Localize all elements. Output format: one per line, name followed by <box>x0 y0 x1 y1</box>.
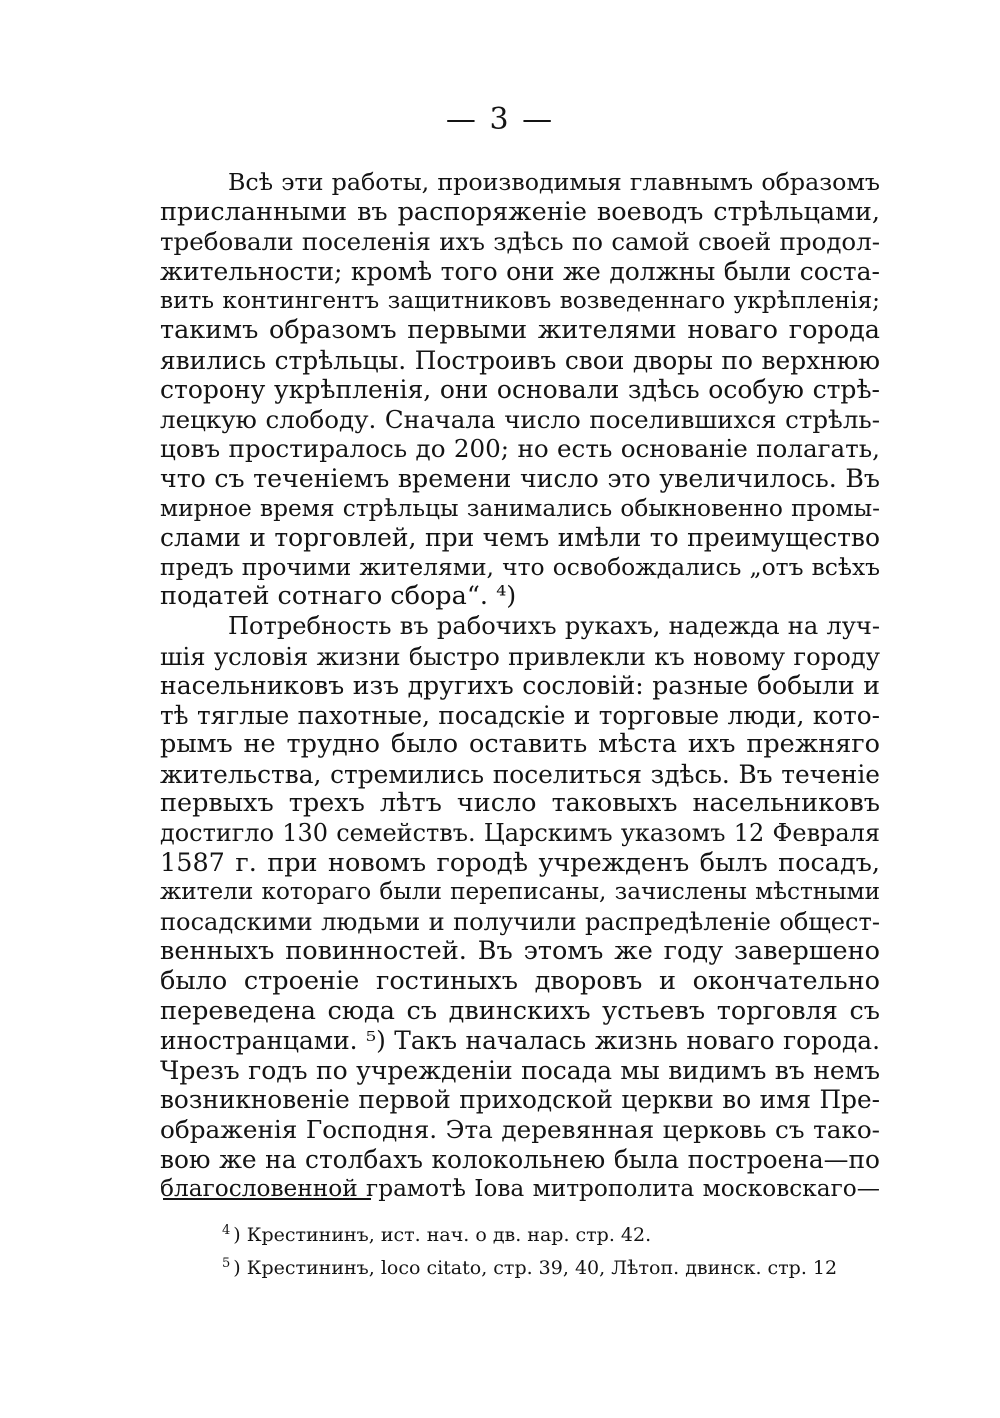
text-line: шія условія жизни быстро привлекли къ новому городу <box>160 641 880 671</box>
text-line: насельниковъ изъ другихъ сословій: разные бобыли и <box>160 671 880 701</box>
text-line: было строеніе гостиныхъ дворовъ и окончательно <box>160 966 880 997</box>
text-line: податей сотнаго сбора“. ⁴) <box>160 581 517 612</box>
text-line: Чрезъ годъ по учрежденіи посада мы видимъ въ немъ <box>160 1055 880 1085</box>
text-line: первыхъ трехъ лѣтъ число таковыхъ насельниковъ <box>160 788 880 819</box>
page-number: — 3 — <box>445 102 555 137</box>
footnote-divider <box>163 1198 371 1200</box>
text-line: такимъ образомъ первыми жителями новаго города <box>160 314 880 345</box>
text-line: венныхъ повинностей. Въ этомъ же году завершено <box>160 936 880 967</box>
text-line: присланными въ распоряженіе воеводъ стрѣльцами, <box>160 196 880 227</box>
text-line: предъ прочими жителями, что освобождались „отъ всѣхъ <box>160 552 880 581</box>
text-line: благословенной грамотѣ Іова митрополита московскаго— <box>160 1175 880 1203</box>
text-line: слами и торговлей, при чемъ имѣли то преимущество <box>160 523 880 553</box>
text-line: вить контингентъ защитниковъ возведеннаго укрѣпленія; <box>160 287 880 315</box>
text-line: вою же на столбахъ колокольнею была построена—по <box>160 1144 880 1174</box>
footnote-mark: 4 <box>222 1223 231 1238</box>
text-line: жители котораго были переписаны, зачислены мѣстными <box>160 879 880 906</box>
text-line: ображенія Господня. Эта деревянная церковь съ тако- <box>160 1115 880 1144</box>
footnote-text: ) Крестининъ, ист. нач. о дв. нар. стр. 42. <box>233 1224 652 1246</box>
text-line: жительства, стремились поселиться здѣсь. Въ теченіе <box>160 759 880 789</box>
text-line: Всѣ эти работы, производимыя главнымъ образомъ <box>228 168 880 196</box>
footnotes <box>222 1214 882 1280</box>
text-line: возникновеніе первой приходской церкви во имя Пре- <box>160 1085 880 1115</box>
text-line: сторону укрѣпленія, они основали здѣсь особую стрѣ- <box>160 375 880 405</box>
text-line: достигло 130 семействъ. Царскимъ указомъ 12 Февраля <box>160 819 880 848</box>
footnote-mark: 5 <box>222 1256 231 1271</box>
text-line: посадскими людьми и получили распредѣленіе общест- <box>160 907 880 936</box>
text-line: Потребность въ рабочихъ рукахъ, надежда на луч- <box>228 611 880 640</box>
footnote-text: ) Крестининъ, loco citato, стр. 39, 40, Лѣтоп. двинск. стр. 12 <box>233 1257 838 1279</box>
text-line: переведена сюда съ двинскихъ устьевъ торговля съ <box>160 995 880 1026</box>
text-line: что съ теченіемъ времени число это увеличилось. Въ <box>160 463 880 493</box>
text-line: цовъ простиралось до 200; но есть основаніе полагать, <box>160 434 880 464</box>
text-line: лецкую слободу. Сначала число поселившихся стрѣль- <box>160 404 880 434</box>
text-line: иностранцами. ⁵) Такъ началась жизнь новаго города. <box>160 1026 880 1056</box>
text-line: явились стрѣльцы. Построивъ свои дворы по верхнюю <box>160 345 880 375</box>
text-line: мирное время стрѣльцы занимались обыкновенно промы- <box>160 494 880 522</box>
text-line: 1587 г. при новомъ городѣ учрежденъ былъ посадъ, <box>160 847 880 878</box>
text-line: требовали поселенія ихъ здѣсь по самой своей продол- <box>160 227 880 257</box>
text-line: жительности; кромѣ того они же должны были соста- <box>160 256 880 286</box>
text-line: рымъ не трудно было оставить мѣста ихъ прежняго <box>160 729 880 760</box>
body-text <box>160 168 880 1204</box>
footnote <box>222 1214 882 1247</box>
footnote <box>222 1247 882 1280</box>
text-line: тѣ тяглые пахотные, посадскіе и торговые люди, кото- <box>160 700 880 730</box>
